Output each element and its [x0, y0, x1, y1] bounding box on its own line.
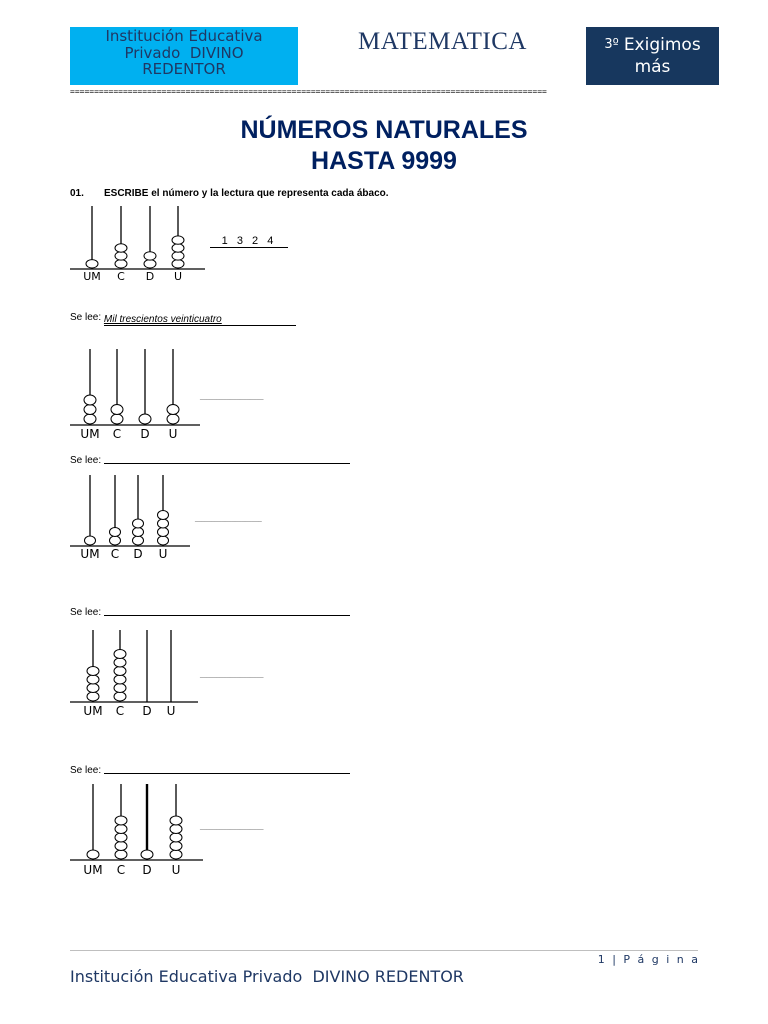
place-value-label: UM	[80, 427, 100, 441]
number-answer-blank-4[interactable]: ___________________	[200, 672, 264, 678]
abacus-bead	[115, 833, 127, 842]
exercise-number: 01.	[70, 188, 84, 199]
reading-prefix: Se lee:	[70, 607, 102, 618]
page-title-line2: HASTA 9999	[311, 147, 457, 175]
abacus-bead	[115, 850, 127, 859]
abacus-bead	[115, 260, 127, 268]
abacus-bead	[133, 528, 144, 537]
place-value-label: UM	[83, 863, 103, 877]
reading-line-3[interactable]	[70, 605, 350, 618]
place-value-label: UM	[83, 704, 103, 718]
place-value-label: UM	[80, 547, 100, 561]
reading-prefix: Se lee:	[70, 312, 102, 323]
place-value-label: U	[171, 863, 181, 877]
school-name-box	[70, 27, 298, 85]
abacus-bead	[85, 536, 96, 545]
page-number-label: | P á g i n a	[612, 953, 700, 966]
footer-divider	[70, 950, 698, 951]
abacus-bead	[84, 414, 96, 424]
exercise-instruction	[70, 188, 389, 199]
abacus-bead	[115, 244, 127, 252]
reading-blank[interactable]	[104, 453, 350, 464]
abacus-bead	[111, 414, 123, 424]
abacus-bead	[158, 536, 169, 545]
abacus-bead	[158, 519, 169, 528]
abacus-bead	[87, 684, 99, 693]
place-value-label: D	[142, 704, 152, 718]
abacus-bead	[170, 816, 182, 825]
abacus-bead	[133, 536, 144, 545]
abacus-bead	[114, 692, 126, 701]
abacus-4	[70, 625, 205, 726]
abacus-bead	[133, 519, 144, 528]
abacus-3	[70, 470, 205, 566]
abacus-bead	[158, 511, 169, 520]
abacus-bead	[114, 667, 126, 676]
abacus-bead	[84, 395, 96, 405]
header-separator: ===================================================================================================	[70, 87, 547, 96]
abacus-2	[70, 345, 205, 446]
place-value-label: C	[115, 704, 125, 718]
page-title-line1: NÚMEROS NATURALES	[240, 116, 528, 144]
abacus-bead	[172, 244, 184, 252]
abacus-drawing	[70, 470, 205, 566]
abacus-drawing	[70, 782, 205, 883]
reading-line-2[interactable]	[70, 453, 350, 466]
abacus-bead	[111, 405, 123, 415]
place-value-label: C	[110, 547, 120, 561]
abacus-bead	[167, 414, 179, 424]
reading-line-4[interactable]	[70, 763, 350, 776]
abacus-bead	[139, 414, 151, 424]
page-number	[560, 953, 700, 966]
abacus-bead	[87, 692, 99, 701]
motto-line2: más	[634, 57, 671, 77]
abacus-bead	[87, 850, 99, 859]
number-answer-blank-5[interactable]: ___________________	[200, 824, 264, 830]
number-answer-blank-2[interactable]: ___________________	[200, 394, 264, 400]
abacus-bead	[115, 816, 127, 825]
reading-prefix: Se lee:	[70, 455, 102, 466]
abacus-bead	[86, 260, 98, 268]
abacus-drawing	[70, 345, 205, 446]
abacus-example	[70, 200, 210, 286]
grade-label: 3º	[604, 37, 619, 52]
place-value-label: C	[116, 863, 126, 877]
abacus-bead	[144, 252, 156, 260]
abacus-bead	[84, 405, 96, 415]
abacus-bead	[172, 236, 184, 244]
example-reading: Mil trescientos veinticuatro	[104, 314, 296, 326]
subject-title: MATEMATICA	[358, 28, 527, 55]
number-answer-blank-3[interactable]: ____________________	[195, 516, 262, 522]
abacus-bead	[87, 667, 99, 676]
reading-line-1	[70, 312, 296, 326]
abacus-bead	[115, 825, 127, 834]
place-value-label: C	[112, 427, 122, 441]
place-value-label: D	[145, 270, 155, 283]
abacus-bead	[115, 842, 127, 851]
footer-school-name: Institución Educativa Privado DIVINO REDENTOR	[70, 967, 464, 986]
exercise-text: ESCRIBE el número y la lectura que representa cada ábaco.	[104, 188, 389, 199]
place-value-label: D	[140, 427, 150, 441]
abacus-5	[70, 782, 205, 883]
abacus-bead	[115, 252, 127, 260]
place-value-label: U	[173, 270, 183, 283]
abacus-bead	[167, 405, 179, 415]
abacus-bead	[144, 260, 156, 268]
school-name-line3: REDENTOR	[142, 60, 226, 78]
place-value-label: UM	[83, 270, 101, 283]
reading-blank[interactable]	[104, 763, 350, 774]
example-number-answer: 1 3 2 4	[210, 236, 288, 248]
grade-motto-box	[586, 27, 719, 85]
abacus-bead	[170, 850, 182, 859]
motto-line1: Exigimos	[623, 35, 701, 55]
abacus-bead	[172, 252, 184, 260]
abacus-drawing	[70, 625, 205, 726]
abacus-bead	[172, 260, 184, 268]
abacus-bead	[110, 536, 121, 545]
abacus-bead	[141, 850, 153, 859]
place-value-label: C	[117, 270, 125, 283]
place-value-label: D	[133, 547, 143, 561]
reading-prefix: Se lee:	[70, 765, 102, 776]
place-value-label: U	[168, 427, 178, 441]
page-number-value: 1	[597, 953, 607, 966]
abacus-bead	[87, 675, 99, 684]
reading-blank[interactable]	[104, 605, 350, 616]
abacus-bead	[170, 833, 182, 842]
place-value-label: D	[142, 863, 152, 877]
abacus-bead	[114, 675, 126, 684]
abacus-bead	[114, 684, 126, 693]
abacus-bead	[170, 842, 182, 851]
abacus-bead	[158, 528, 169, 537]
abacus-bead	[114, 650, 126, 659]
school-name-line1: Institución Educativa	[105, 27, 263, 45]
abacus-drawing	[70, 200, 210, 286]
place-value-label: U	[158, 547, 168, 561]
school-name-line2: Privado DIVINO	[124, 43, 244, 62]
abacus-bead	[110, 528, 121, 537]
abacus-bead	[170, 825, 182, 834]
abacus-bead	[114, 658, 126, 667]
place-value-label: U	[166, 704, 176, 718]
